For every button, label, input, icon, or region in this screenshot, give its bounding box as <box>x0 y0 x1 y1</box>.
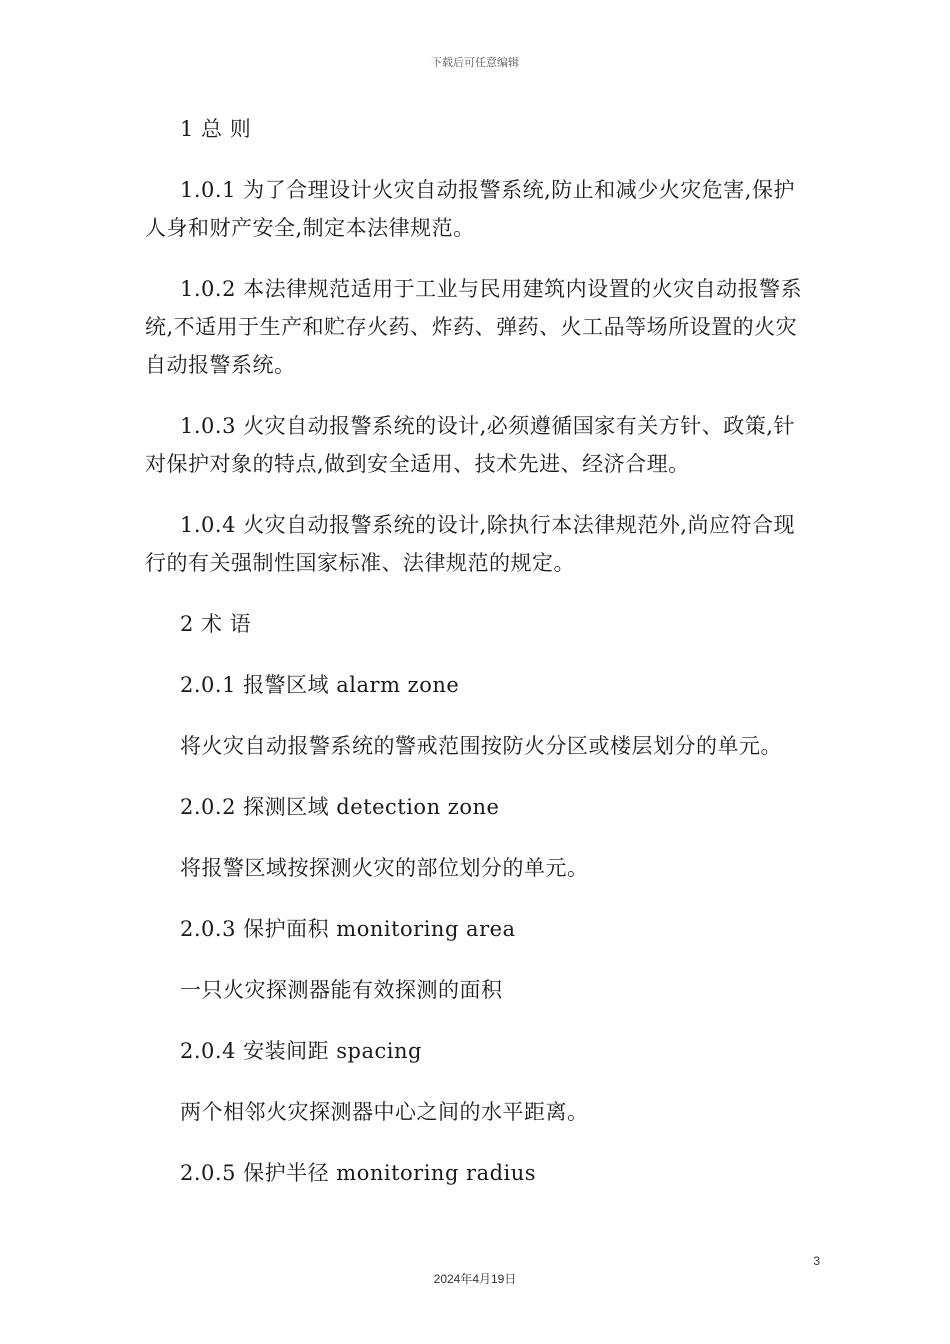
page-header: 下载后可任意编辑 <box>431 56 519 69</box>
term-definition: 两个相邻火灾探测器中心之间的水平距离。 <box>180 1100 589 1124</box>
term-definition: 一只火灾探测器能有效探测的面积 <box>180 978 503 1002</box>
page-number: 3 <box>813 1254 820 1268</box>
section-heading: 2 术 语 <box>180 612 252 636</box>
clause-paragraph: 1.0.3 火灾自动报警系统的设计,必须遵循国家有关方针、政策,针对保护对象的特点,做到安全适用、技术先进、经济合理。 <box>145 414 795 476</box>
term-heading: 2.0.3 保护面积 monitoring area <box>180 917 516 941</box>
clause-paragraph: 1.0.4 火灾自动报警系统的设计,除执行本法律规范外,尚应符合现行的有关强制性国家标准、法律规范的规定。 <box>145 513 795 575</box>
term-heading: 2.0.5 保护半径 monitoring radius <box>180 1161 537 1185</box>
term-heading: 2.0.2 探测区域 detection zone <box>180 795 500 819</box>
section-heading: 1 总 则 <box>180 117 252 141</box>
term-heading: 2.0.4 安装间距 spacing <box>180 1039 422 1063</box>
term-heading: 2.0.1 报警区域 alarm zone <box>180 673 460 697</box>
clause-paragraph: 1.0.2 本法律规范适用于工业与民用建筑内设置的火灾自动报警系统,不适用于生产和贮存火药、炸药、弹药、火工品等场所设置的火灾自动报警系统。 <box>145 277 803 377</box>
document-body <box>145 110 815 1192</box>
page-footer-date: 2024年4月19日 <box>433 1272 517 1286</box>
term-definition: 将火灾自动报警系统的警戒范围按防火分区或楼层划分的单元。 <box>180 734 782 758</box>
clause-paragraph: 1.0.1 为了合理设计火灾自动报警系统,防止和减少火灾危害,保护人身和财产安全,制定本法律规范。 <box>145 178 795 240</box>
term-definition: 将报警区域按探测火灾的部位划分的单元。 <box>180 856 589 880</box>
